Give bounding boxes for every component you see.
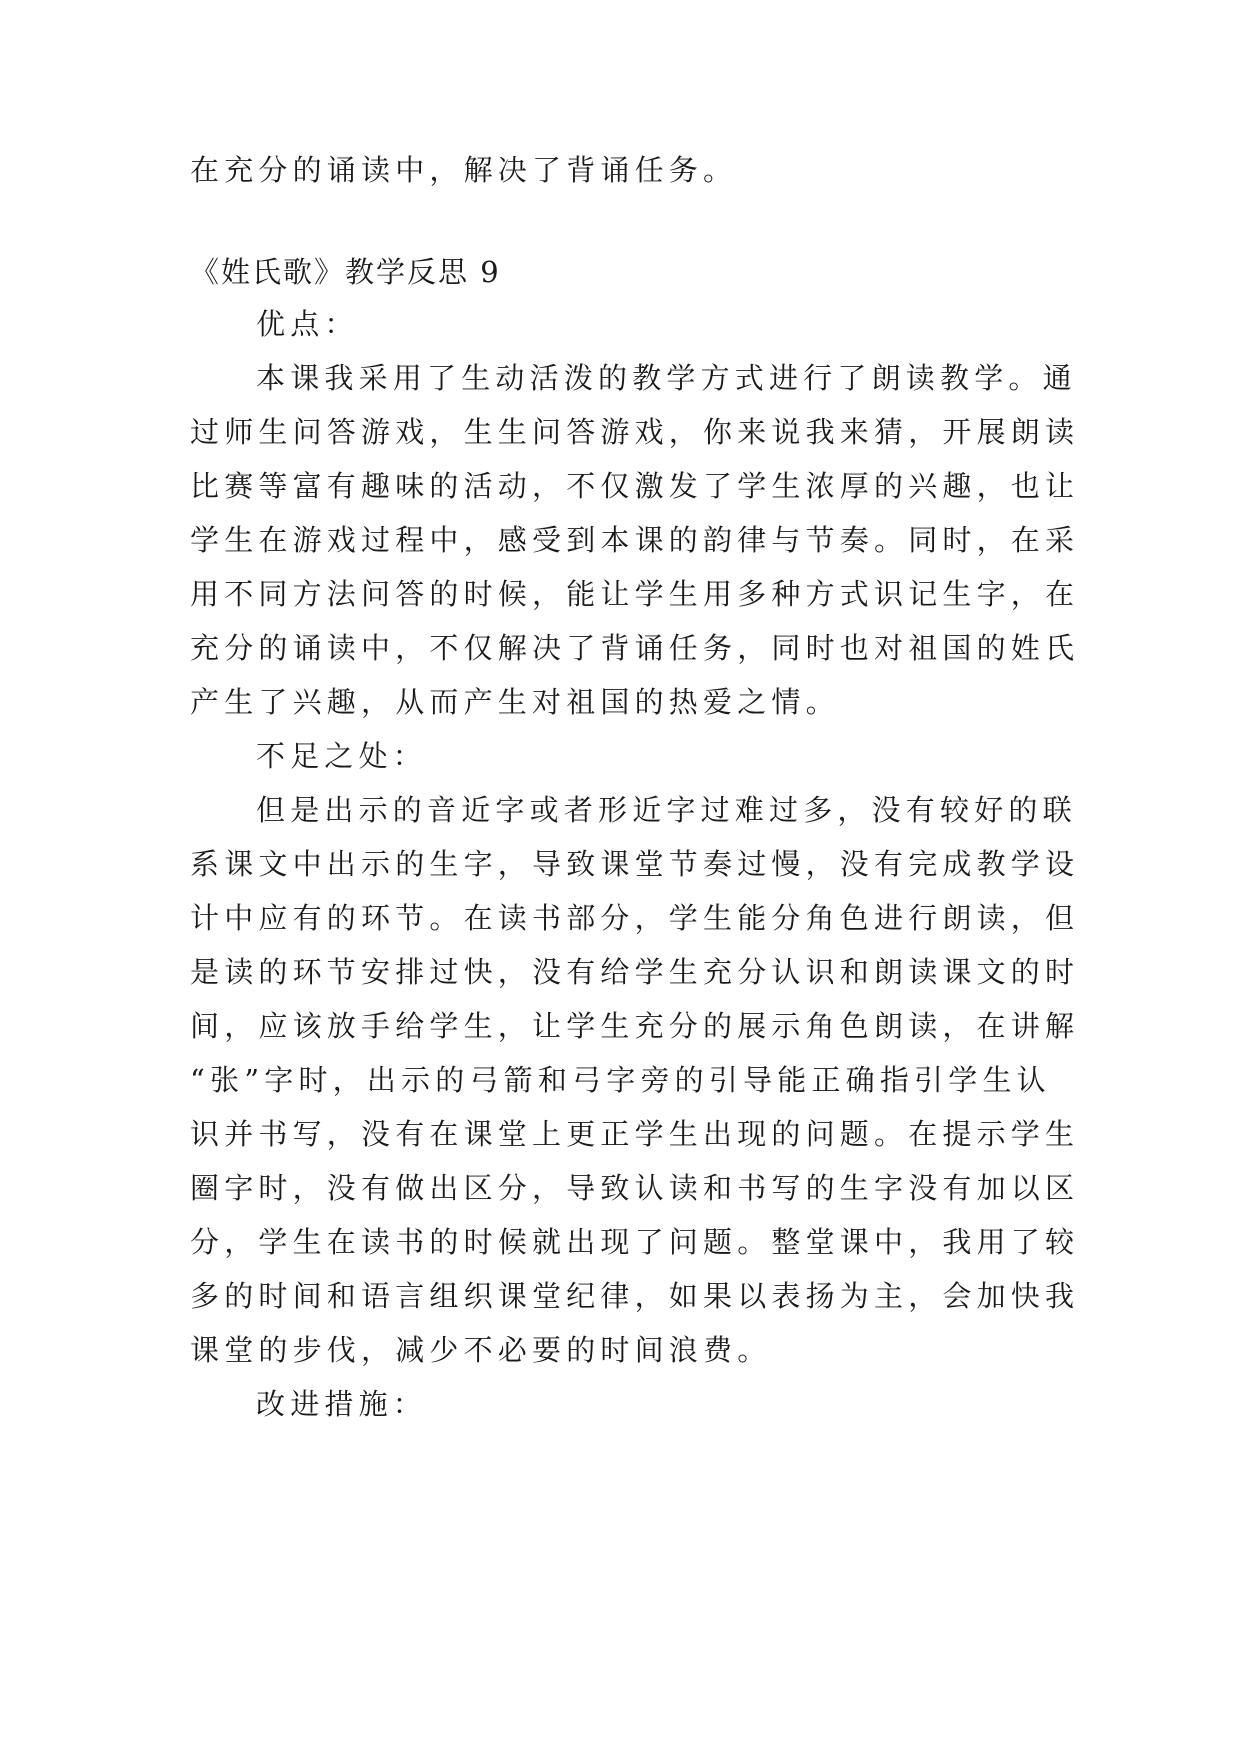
paragraph-line: 多的时间和语言组织课堂纪律，如果以表扬为主，会加快我 [190,1279,1080,1313]
paragraph-line: 分，学生在读书的时候就出现了问题。整堂课中，我用了较 [190,1225,1080,1259]
paragraph-line: 在充分的诵读中，解决了背诵任务。 [190,153,738,187]
paragraph-line: 识并书写，没有在课堂上更正学生出现的问题。在提示学生 [190,1117,1080,1151]
paragraph-line: 间，应该放手给学生，让学生充分的展示角色朗读，在讲解 [190,1009,1080,1043]
improvements-label: 改进措施： [256,1387,428,1421]
paragraph-line: 圈字时，没有做出区分，导致认读和书写的生字没有加以区 [190,1171,1080,1205]
paragraph-line: 但是出示的音近字或者形近字过难过多，没有较好的联 [256,793,1077,827]
paragraph-line: 学生在游戏过程中，感受到本课的韵律与节奏。同时，在采 [190,523,1080,557]
paragraph-line: 课堂的步伐，减少不必要的时间浪费。 [190,1333,772,1367]
shortcomings-label: 不足之处： [256,739,428,773]
paragraph-line: 本课我采用了生动活泼的教学方式进行了朗读教学。通 [256,361,1077,395]
paragraph-line: 产生了兴趣，从而产生对祖国的热爱之情。 [190,685,840,719]
paragraph-line: “张”字时，出示的弓箭和弓字旁的引导能正确指引学生认 [190,1063,1051,1097]
section-title: 《姓氏歌》教学反思 9 [190,255,501,289]
paragraph-line: 过师生问答游戏，生生问答游戏，你来说我来猜，开展朗读 [190,415,1080,449]
paragraph-line: 充分的诵读中，不仅解决了背诵任务，同时也对祖国的姓氏 [190,631,1080,665]
advantages-label: 优点： [256,307,359,341]
paragraph-line: 计中应有的环节。在读书部分，学生能分角色进行朗读，但 [190,901,1080,935]
paragraph-line: 是读的环节安排过快，没有给学生充分认识和朗读课文的时 [190,955,1080,989]
paragraph-line: 比赛等富有趣味的活动，不仅激发了学生浓厚的兴趣，也让 [190,469,1080,503]
paragraph-line: 用不同方法问答的时候，能让学生用多种方式识记生字，在 [190,577,1080,611]
paragraph-line: 系课文中出示的生字，导致课堂节奏过慢，没有完成教学设 [190,847,1080,881]
